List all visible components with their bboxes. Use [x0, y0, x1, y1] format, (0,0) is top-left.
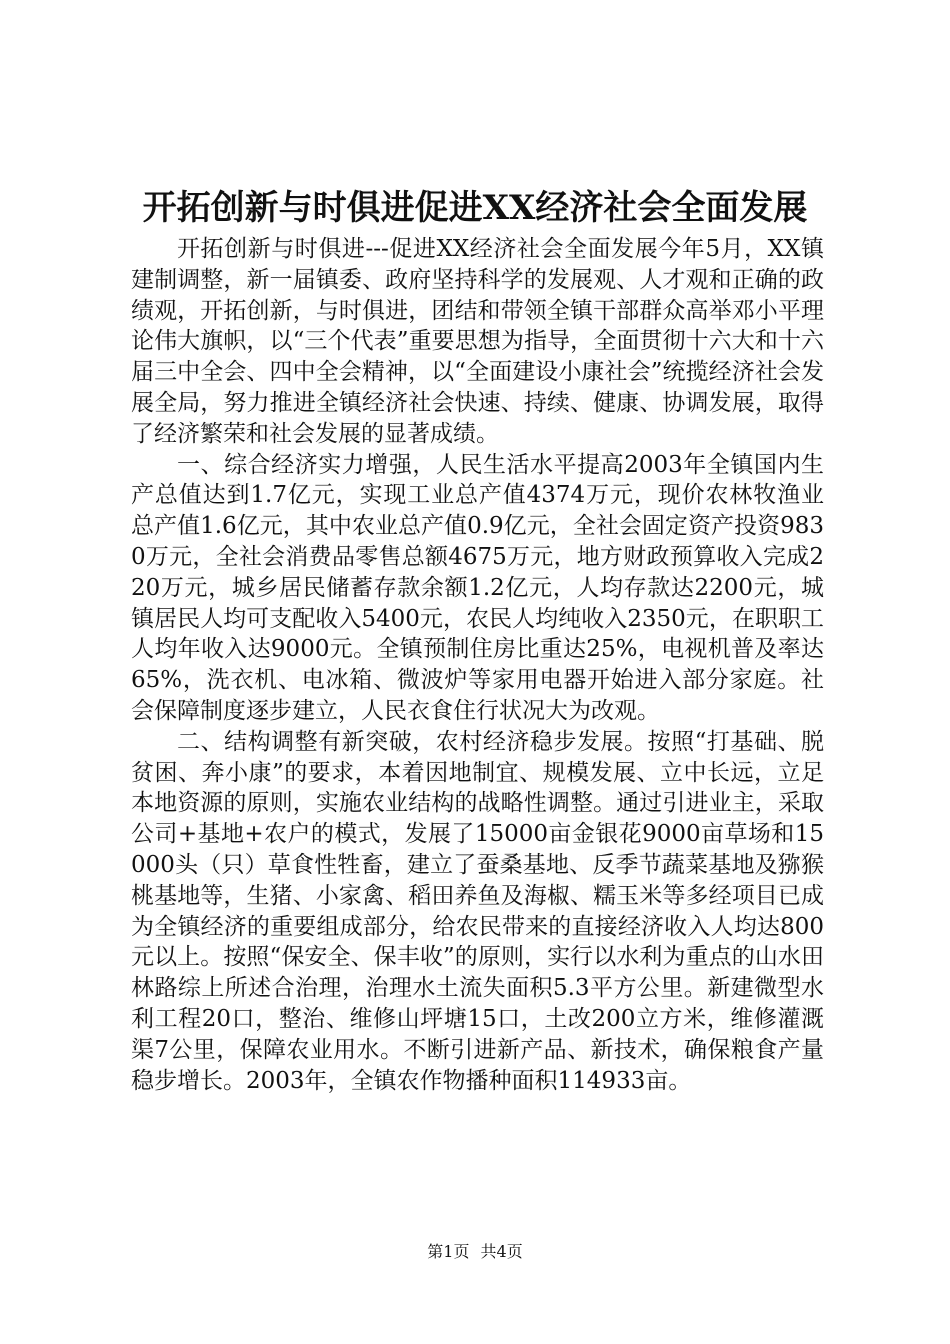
page-total: 共4页 — [480, 1242, 523, 1261]
paragraph-structure: 二、结构调整有新突破，农村经济稳步发展。按照“打基础、脱贫困、奔小康”的要求，本着因地制宜、规模发展、立中长远，立足本地资源的原则，实施农业结构的战略性调整。通过引进业主，采取公司+基地+农户的模式，发展了15000亩金银花9000亩草场和15000头（只）草食性牲畜，建立了蚕桑基地、反季节蔬菜基地及猕猴桃基地等，生猪、小家禽、稻田养鱼及海椒、糯玉米等多经项目已成为全镇经济的重要组成部分，给农民带来的直接经济收入人均达800元以上。按照“保安全、保丰收”的原则，实行以水利为重点的山水田林路综上所述合治理，治理水土流失面积5.3平方公里。新建微型水利工程20口，整治、维修山坪塘15口，土改200立方米，维修灌溉渠7公里，保障农业用水。不断引进新产品、新技术，确保粮食产量稳步增长。2003年，全镇农作物播种面积114933亩。 — [131, 728, 824, 1094]
paragraph-economy: 一、综合经济实力增强，人民生活水平提高2003年全镇国内生产总值达到1.7亿元，实现工业总产值4374万元，现价农林牧渔业总产值1.6亿元，其中农业总产值0.9亿元，全社会固定资产投资9830万元，全社会消费品零售总额4675万元，地方财政预算收入完成220万元，城乡居民储蓄存款余额1.2亿元，人均存款达2200元，城镇居民人均可支配收入5400元，农民人均纯收入2350元，在职职工人均年收入达9000元。全镇预制住房比重达25%，电视机普及率达65%，洗衣机、电冰箱、微波炉等家用电器开始进入部分家庭。社会保障制度逐步建立，人民衣食住行状况大为改观。 — [131, 451, 824, 724]
document-body — [131, 234, 824, 1096]
paragraph-intro: 开拓创新与时俱进---促进XX经济社会全面发展今年5月，XX镇建制调整，新一届镇委、政府坚持科学的发展观、人才观和正确的政绩观，开拓创新，与时俱进，团结和带领全镇干部群众高举邓小平理论伟大旗帜，以“三个代表”重要思想为指导，全面贯彻十六大和十六届三中全会、四中全会精神，以“全面建设小康社会”统揽经济社会发展全局，努力推进全镇经济社会快速、持续、健康、协调发展，取得了经济繁荣和社会发展的显著成绩。 — [131, 236, 824, 447]
page-number: 第1页 — [427, 1242, 470, 1261]
document-title: 开拓创新与时俱进促进XX经济社会全面发展 — [142, 188, 808, 228]
page-footer — [0, 1240, 950, 1264]
